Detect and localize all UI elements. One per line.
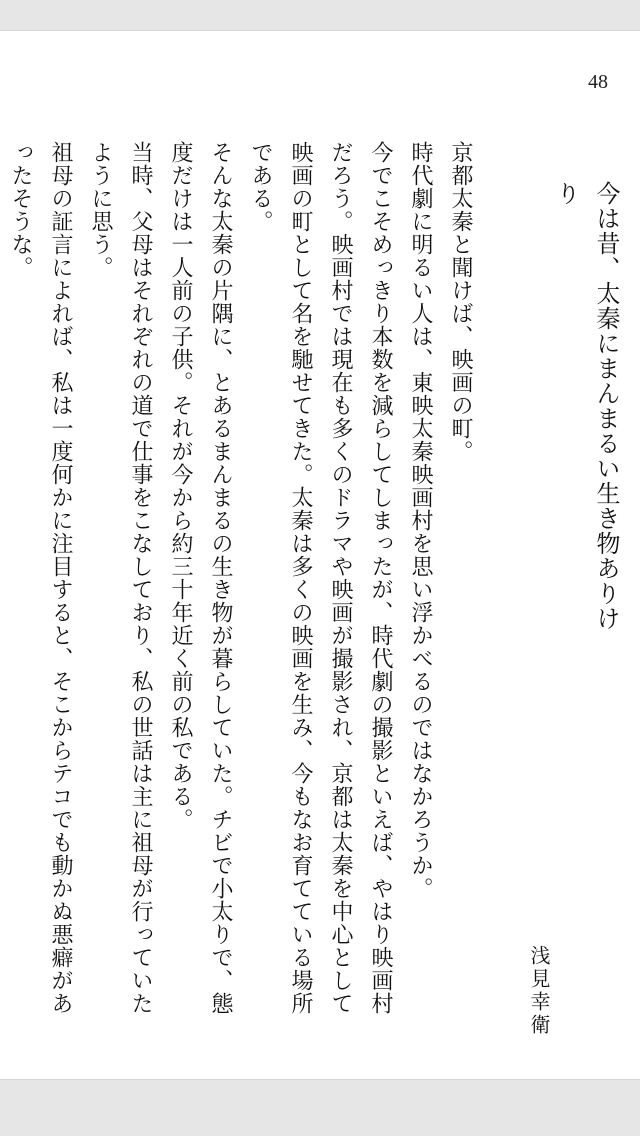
story-title: 今は昔、太秦にまんまるい生き物ありけり <box>552 181 620 631</box>
page-number: 48 <box>588 71 608 93</box>
book-page[interactable] <box>0 30 640 1080</box>
paragraph: 祖母の証言によれば、私は一度何かに注目すると、そこからテコでも動かぬ悪癖があったそうな。 <box>8 141 73 1015</box>
paragraph: 時代劇に明るい人は、東映太秦映画村を思い浮かべるのではなかろうか。 <box>408 141 433 900</box>
paragraph: そんな太秦の片隅に、とあるまんまるの生き物が暮らしていた。チビで小太りで、態度だけは一人前の子供。それが今から約三十年近く前の私である。 <box>168 141 233 1015</box>
paragraph: 当時、父母はそれぞれの道で仕事をこなしており、私の世話は主に祖母が行っていたように思う。 <box>88 141 153 1015</box>
author-name: 浅見幸衛 <box>527 945 551 1037</box>
body-text <box>0 141 480 1021</box>
paragraph: 京都太秦と聞けば、映画の町。 <box>448 141 473 463</box>
paragraph: 今でこそめっきり本数を減らしてしまったが、時代劇の撮影といえば、やはり映画村だろう。映画村では現在も多くのドラマや映画が撮影され、京都は太秦を中心として映画の町として名を馳せてきた。太秦は多くの映画を生み、今もなお育てている場所である。 <box>248 141 393 1015</box>
